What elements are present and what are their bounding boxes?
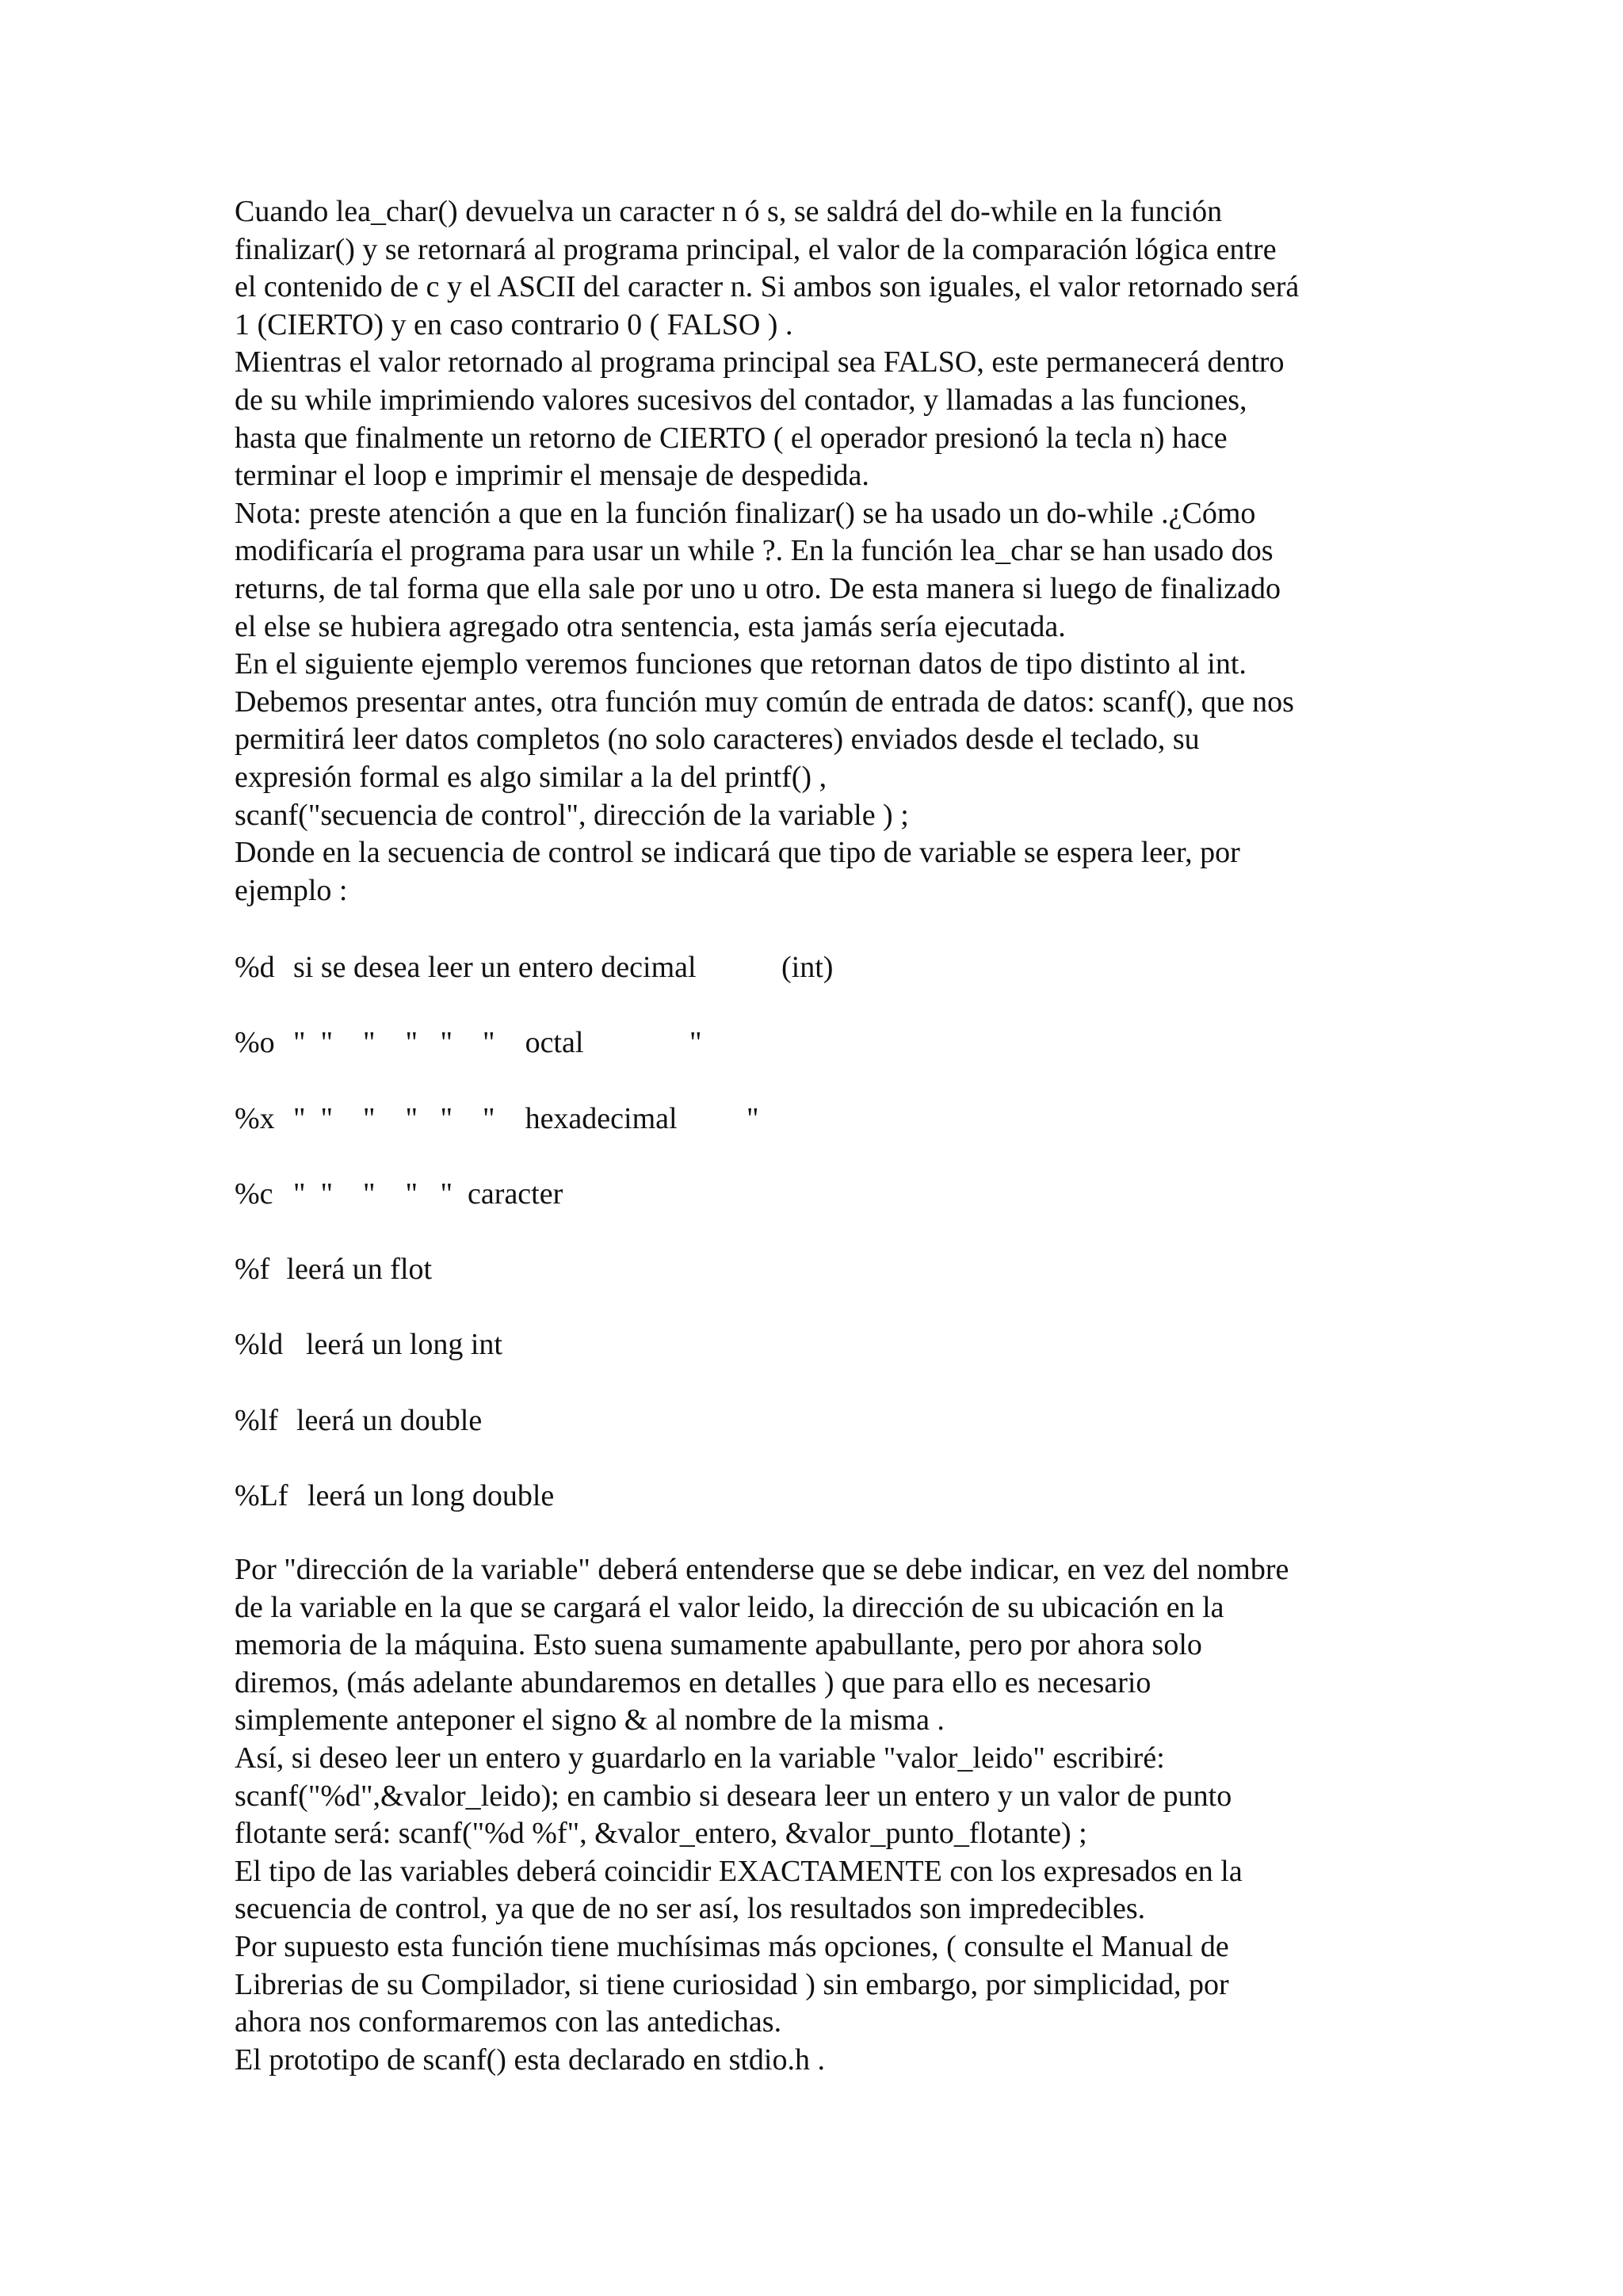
format-description: leerá un double bbox=[296, 1403, 483, 1437]
text-line: Donde en la secuencia de control se indicará que tipo de variable se espera leer, por bbox=[235, 836, 1240, 870]
format-description: leerá un long double bbox=[307, 1479, 555, 1513]
text-line: Por supuesto esta función tiene muchísimas más opciones, ( consulte el Manual de bbox=[235, 1929, 1229, 1963]
text-line: memoria de la máquina. Esto suena sumamente apabullante, pero por ahora solo bbox=[235, 1628, 1202, 1662]
format-row-Lf bbox=[235, 1478, 1423, 1553]
format-row-c bbox=[235, 1176, 1423, 1251]
format-code: %c bbox=[235, 1177, 273, 1211]
text-line: scanf("secuencia de control", dirección de la variable ) ; bbox=[235, 798, 909, 832]
format-description: leerá un long int bbox=[306, 1328, 502, 1362]
text-line: simplemente anteponer el signo & al nombre de la misma . bbox=[235, 1703, 945, 1737]
text-line: Nota: preste atención a que en la función finalizar() se ha usado un do-while .¿Cómo bbox=[235, 496, 1256, 530]
format-code: %d bbox=[235, 951, 275, 984]
format-note: (int) bbox=[781, 951, 834, 984]
text-line: El tipo de las variables deberá coincidir EXACTAMENTE con los expresados en la bbox=[235, 1854, 1243, 1888]
text-line: hasta que finalmente un retorno de CIERTO ( el operador presionó la tecla n) hace bbox=[235, 421, 1228, 455]
text-line: Librerias de su Compilador, si tiene curiosidad ) sin embargo, por simplicidad, por bbox=[235, 1967, 1229, 2001]
format-description: " " " " " " hexadecimal bbox=[293, 1101, 678, 1135]
text-line: Mientras el valor retornado al programa principal sea FALSO, este permanecerá dentro bbox=[235, 345, 1285, 379]
text-line: scanf("%d",&valor_leido); en cambio si deseara leer un entero y un valor de punto bbox=[235, 1779, 1232, 1813]
text-line: returns, de tal forma que ella sale por uno u otro. De esta manera si luego de finalizado bbox=[235, 571, 1281, 605]
text-line: permitirá leer datos completos (no solo caracteres) enviados desde el teclado, su bbox=[235, 723, 1200, 757]
format-row-lf bbox=[235, 1402, 1423, 1478]
format-note: " bbox=[747, 1101, 759, 1135]
text-line: ejemplo : bbox=[235, 873, 348, 907]
format-row-o bbox=[235, 1024, 1423, 1100]
text-line: el else se hubiera agregado otra sentencia, esta jamás sería ejecutada. bbox=[235, 609, 1066, 643]
format-code: %f bbox=[235, 1253, 270, 1287]
format-note: " bbox=[689, 1026, 702, 1060]
format-row-f bbox=[235, 1251, 1423, 1326]
body-text-top bbox=[235, 193, 1423, 910]
text-line: expresión formal es algo similar a la del printf() , bbox=[235, 760, 827, 794]
format-row-ld bbox=[235, 1326, 1423, 1402]
text-line: Cuando lea_char() devuelva un caracter n ó s, se saldrá del do-while en la función bbox=[235, 195, 1223, 228]
body-text-bottom bbox=[235, 1551, 1423, 2079]
text-line: 1 (CIERTO) y en caso contrario 0 ( FALSO ) . bbox=[235, 307, 793, 341]
format-description: si se desea leer un entero decimal bbox=[293, 951, 697, 984]
format-code: %ld bbox=[235, 1328, 284, 1362]
text-line: el contenido de c y el ASCII del caracter n. Si ambos son iguales, el valor retornado será bbox=[235, 270, 1300, 304]
text-line: El prototipo de scanf() esta declarado en stdio.h . bbox=[235, 2042, 825, 2077]
text-line: de la variable en la que se cargará el valor leido, la dirección de su ubicación en la bbox=[235, 1590, 1224, 1624]
text-line: de su while imprimiendo valores sucesivos del contador, y llamadas a las funciones, bbox=[235, 383, 1247, 417]
text-line: En el siguiente ejemplo veremos funciones que retornan datos de tipo distinto al int. bbox=[235, 647, 1247, 681]
text-line: Debemos presentar antes, otra función muy común de entrada de datos: scanf(), que nos bbox=[235, 685, 1294, 719]
format-description: " " " " " " octal bbox=[293, 1026, 584, 1060]
format-row-d bbox=[235, 949, 1423, 1024]
format-description: " " " " " caracter bbox=[293, 1177, 563, 1211]
format-code: %Lf bbox=[235, 1479, 288, 1513]
format-specifier-list bbox=[235, 949, 1423, 1553]
format-code: %lf bbox=[235, 1403, 278, 1437]
text-line: diremos, (más adelante abundaremos en detalles ) que para ello es necesario bbox=[235, 1665, 1151, 1699]
text-line: Así, si deseo leer un entero y guardarlo en la variable "valor_leido" escribiré: bbox=[235, 1741, 1165, 1775]
text-line: finalizar() y se retornará al programa principal, el valor de la comparación lógica entre bbox=[235, 232, 1277, 266]
format-code: %o bbox=[235, 1026, 275, 1060]
text-line: modificaría el programa para usar un while ?. En la función lea_char se han usado dos bbox=[235, 534, 1274, 568]
text-line: flotante será: scanf("%d %f", &valor_entero, &valor_punto_flotante) ; bbox=[235, 1817, 1087, 1851]
text-line: terminar el loop e imprimir el mensaje de despedida. bbox=[235, 459, 869, 493]
format-code: %x bbox=[235, 1101, 275, 1135]
format-description: leerá un flot bbox=[279, 1253, 433, 1287]
text-line: Por "dirección de la variable" deberá entenderse que se debe indicar, en vez del nombre bbox=[235, 1553, 1289, 1586]
text-line: ahora nos conformaremos con las antedichas. bbox=[235, 2005, 782, 2039]
format-row-x bbox=[235, 1100, 1423, 1176]
text-line: secuencia de control, ya que de no ser así, los resultados son impredecibles. bbox=[235, 1892, 1146, 1926]
